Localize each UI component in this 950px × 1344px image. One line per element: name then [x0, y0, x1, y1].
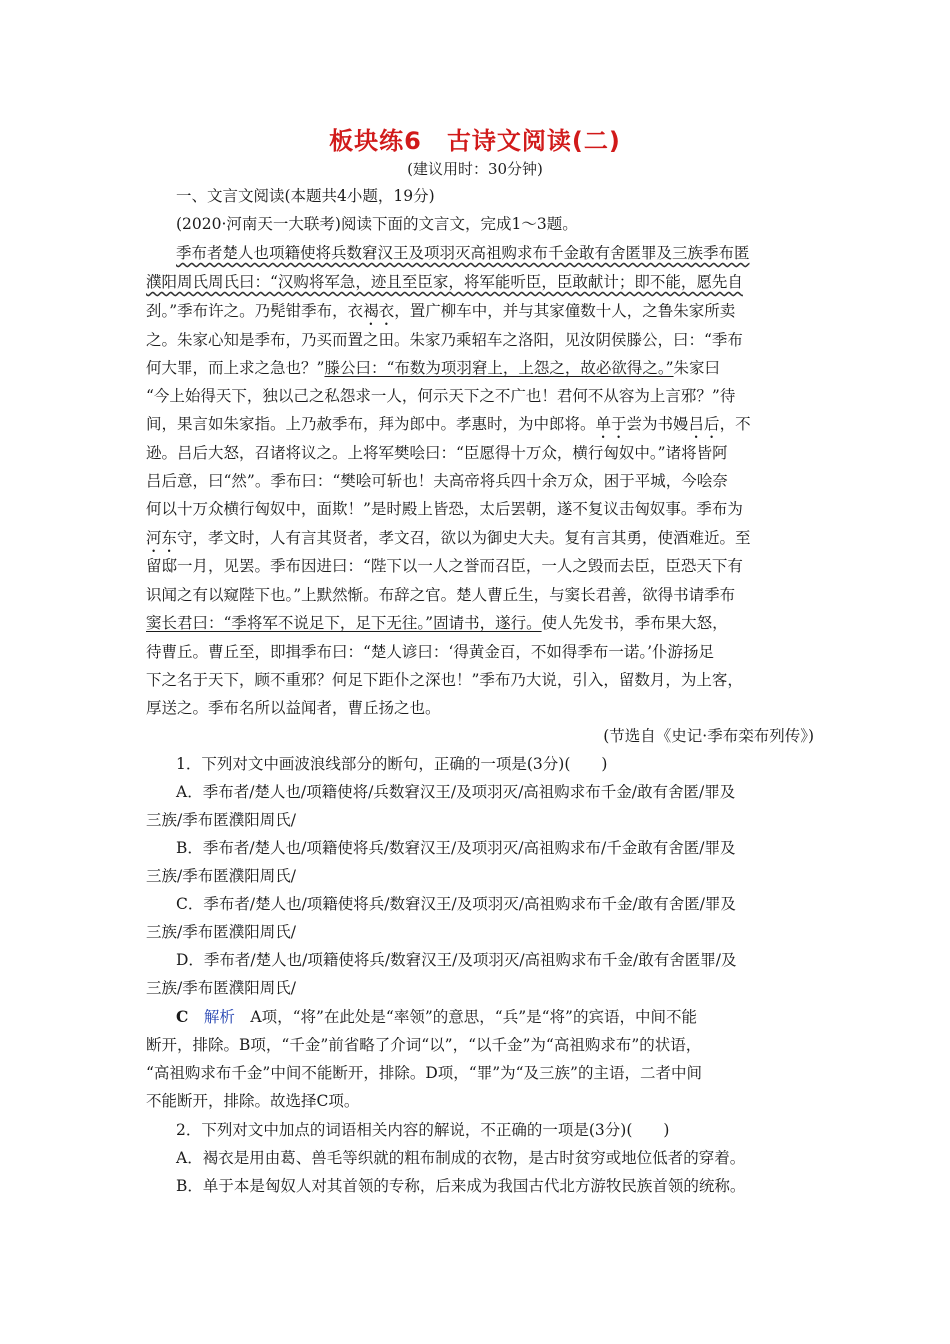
wavy-underlined-text: 季布者楚人也项籍使将兵数窘汉王及项羽灭高祖购求布千金敢有舍匿罪及三族季布匿 [176, 244, 750, 262]
passage-line: 厚送之。季布名所以益闻者，曹丘扬之也。 [146, 699, 441, 717]
option-d-cont: 三族/季布匿濮阳周氏/ [146, 979, 296, 997]
time-suggestion: (建议用时：30分钟) [407, 160, 543, 178]
option-d: D．季布者/楚人也/项籍使将兵/数窘汉王/及项羽灭/高祖购求布千金/敢有舍匿罪/及 [176, 951, 737, 969]
analysis-line: “高祖购求布千金”中间不能断开，排除。D项，“罪”为“及三族”的主语，二者中间 [146, 1064, 702, 1082]
underlined-sentence: 滕公曰：“布数为项羽窘上，上怨之，故必欲得之。” [324, 359, 674, 377]
option-b: B．季布者/楚人也/项籍使将兵/数窘汉王/及项羽灭/高祖购求布/千金敢有舍匿/罪及 [176, 839, 736, 857]
question-2-stem: 2．下列对文中加点的词语相关内容的解说，不正确的一项是(3分)( ) [176, 1121, 670, 1139]
passage-line: 何大罪，而上求之急也？”滕公曰：“布数为项羽窘上，上怨之，故必欲得之。”朱家曰 [146, 359, 721, 377]
dotted-term: 河东 [146, 529, 178, 547]
citation: (节选自《史记·季布栾布列传》) [603, 727, 814, 745]
question-1-stem: 1．下列对文中画波浪线部分的断句，正确的一项是(3分)( ) [176, 755, 608, 773]
passage-line: 间，果言如朱家指。上乃赦季布，拜为郎中。孝惠时，为中郎将。单于尝为书嫚吕后，不 [146, 415, 751, 433]
passage-line [146, 272, 814, 292]
analysis-line: C 解析 A项，“将”在此处是“率领”的意思，“兵”是“将”的宾语，中间不能 [176, 1007, 697, 1026]
passage-line: 何以十万众横行匈奴中，面欺！”是时殿上皆恐，太后罢朝，遂不复议击匈奴事。季布为 [146, 500, 743, 518]
dotted-term: 褐衣 [363, 302, 395, 320]
option-b-cont: 三族/季布匿濮阳周氏/ [146, 867, 296, 885]
passage-line: 下之名于天下，顾不重邪？何足下距仆之深也！”季布乃大说，引入，留数月，为上客， [146, 671, 743, 689]
option-c: C．季布者/楚人也/项籍使将兵/数窘汉王/及项羽灭/高祖购求布千金/敢有舍匿/罪及 [176, 895, 736, 913]
source-intro: (2020·河南天一大联考)阅读下面的文言文，完成1～3题。 [176, 215, 578, 233]
passage-line: 留邸一月，见罢。季布因进曰：“陛下以一人之誉而召臣，一人之毁而去臣，臣恐天下有 [146, 557, 743, 575]
page-title: 板块练6 古诗文阅读(二) [329, 127, 621, 155]
option-a: A．季布者/楚人也/项籍使将/兵数窘汉王/及项羽灭/高祖购求布千金/敢有舍匿/罪及 [176, 783, 736, 801]
passage-line: “今上始得天下，独以己之私怨求一人，何示天下之不广也！君何不从容为上言邪？”待 [146, 387, 736, 405]
passage-line: 刭。”季布许之。乃髡钳季布，衣褐衣，置广柳车中，并与其家僮数十人，之鲁朱家所卖 [146, 302, 736, 320]
underlined-sentence: 窦长君曰：“季将军不说足下，足下无往。”固请书，遂行。 [146, 614, 542, 632]
passage-line: 待曹丘。曹丘至，即揖季布曰：“楚人谚曰：‘得黄金百，不如得季布一诺。’仆游扬足 [146, 643, 715, 661]
passage-line [176, 243, 814, 263]
wavy-underlined-text: 濮阳周氏周氏曰：“汉购将军急，迹且至臣家，将军能听臣，臣敢献计；即不能，愿先自 [146, 273, 743, 291]
passage-line: 吕后意，曰“然”。季布曰：“樊哙可斩也！夫高帝将兵四十余万众，困于平城，今哙奈 [146, 472, 728, 490]
option-b: B．单于本是匈奴人对其首领的专称，后来成为我国古代北方游牧民族首领的统称。 [176, 1177, 746, 1195]
dotted-term: 吕后 [688, 415, 720, 433]
answer-letter: C [176, 1007, 189, 1026]
section-heading: 一、文言文阅读(本题共4小题，19分) [176, 187, 435, 205]
option-a-cont: 三族/季布匿濮阳周氏/ [146, 811, 296, 829]
dotted-term: 单于 [595, 415, 627, 433]
option-a: A．褐衣是用由葛、兽毛等织就的粗布制成的衣物，是古时贫穷或地位低者的穿着。 [176, 1149, 746, 1167]
passage-line: 逊。吕后大怒，召诸将议之。上将军樊哙曰：“臣愿得十万众，横行匈奴中。”诸将皆阿 [146, 444, 728, 462]
option-c-cont: 三族/季布匿濮阳周氏/ [146, 923, 296, 941]
analysis-label: 解析 [203, 1008, 235, 1026]
passage-line: 识闻之有以窥陛下也。”上默然惭。布辞之官。楚人曹丘生，与窦长君善，欲得书请季布 [146, 586, 736, 604]
analysis-line: 断开，排除。B项，“千金”前省略了介词“以”，“以千金”为“高祖购求布”的状语， [146, 1036, 702, 1054]
passage-line: 窦长君曰：“季将军不说足下，足下无往。”固请书，遂行。使人先发书，季布果大怒， [146, 614, 728, 632]
analysis-line: 不能断开，排除。故选择C项。 [146, 1092, 360, 1110]
passage-line: 河东守，孝文时，人有言其贤者，孝文召，欲以为御史大夫。复有言其勇，使酒难近。至 [146, 529, 751, 547]
passage-line: 之。朱家心知是季布，乃买而置之田。朱家乃乘轺车之洛阳，见汝阴侯滕公，曰：“季布 [146, 331, 743, 349]
